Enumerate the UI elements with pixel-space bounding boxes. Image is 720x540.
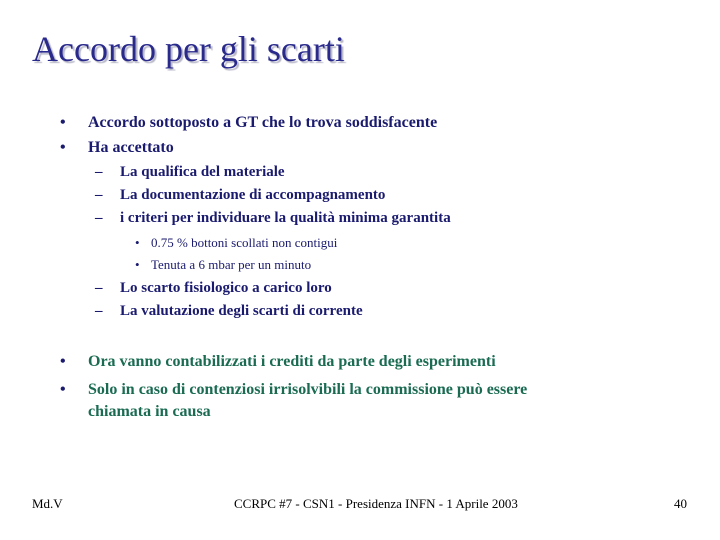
sub-bullet-text: Lo scarto fisiologico a carico loro [120, 280, 332, 296]
bullet-icon: • [135, 235, 140, 250]
dash-icon: – [95, 164, 103, 180]
bullet-text: Solo in caso di contenziosi irrisolvibili la commissione può essere [88, 381, 528, 398]
bullet-icon: • [60, 139, 66, 156]
sub-bullet-text: La valutazione degli scarti di corrente [120, 303, 363, 319]
bullet-text: chiamata in causa [88, 403, 211, 420]
footer-author: Md.V [32, 496, 63, 511]
subsub-bullet-text: 0.75 % bottoni scollati non contigui [151, 235, 338, 250]
sub-bullet-item [95, 303, 363, 320]
bullet-text: Ora vanno contabilizzati i crediti da parte degli esperimenti [88, 353, 496, 370]
page-number: 40 [674, 496, 687, 511]
dash-icon: – [95, 280, 103, 296]
bullet-text: Accordo sottoposto a GT che lo trova soddisfacente [88, 114, 438, 131]
slide-title: Accordo per gli scarti [32, 29, 345, 69]
bullet-continuation [88, 403, 211, 421]
subsub-bullet-text: Tenuta a 6 mbar per un minuto [151, 257, 312, 272]
subsub-bullet-item [135, 257, 312, 273]
sub-bullet-item [95, 210, 451, 227]
sub-bullet-text: La qualifica del materiale [120, 164, 285, 180]
bullet-item [60, 139, 174, 157]
footer-center: CCRPC #7 - CSN1 - Presidenza INFN - 1 Aprile 2003 [234, 496, 518, 511]
sub-bullet-item [95, 187, 386, 204]
sub-bullet-text: La documentazione di accompagnamento [120, 187, 386, 203]
dash-icon: – [95, 210, 103, 226]
bullet-text: Ha accettato [88, 139, 174, 156]
bullet-icon: • [60, 381, 66, 398]
bullet-item [60, 114, 438, 132]
sub-bullet-item [95, 280, 332, 297]
dash-icon: – [95, 187, 103, 203]
bullet-icon: • [60, 353, 66, 370]
bullet-item [60, 353, 496, 371]
bullet-icon: • [135, 257, 140, 272]
sub-bullet-item [95, 164, 285, 181]
subsub-bullet-item [135, 235, 338, 251]
sub-bullet-text: i criteri per individuare la qualità minima garantita [120, 210, 451, 226]
bullet-item [60, 381, 528, 399]
dash-icon: – [95, 303, 103, 319]
bullet-icon: • [60, 114, 66, 131]
